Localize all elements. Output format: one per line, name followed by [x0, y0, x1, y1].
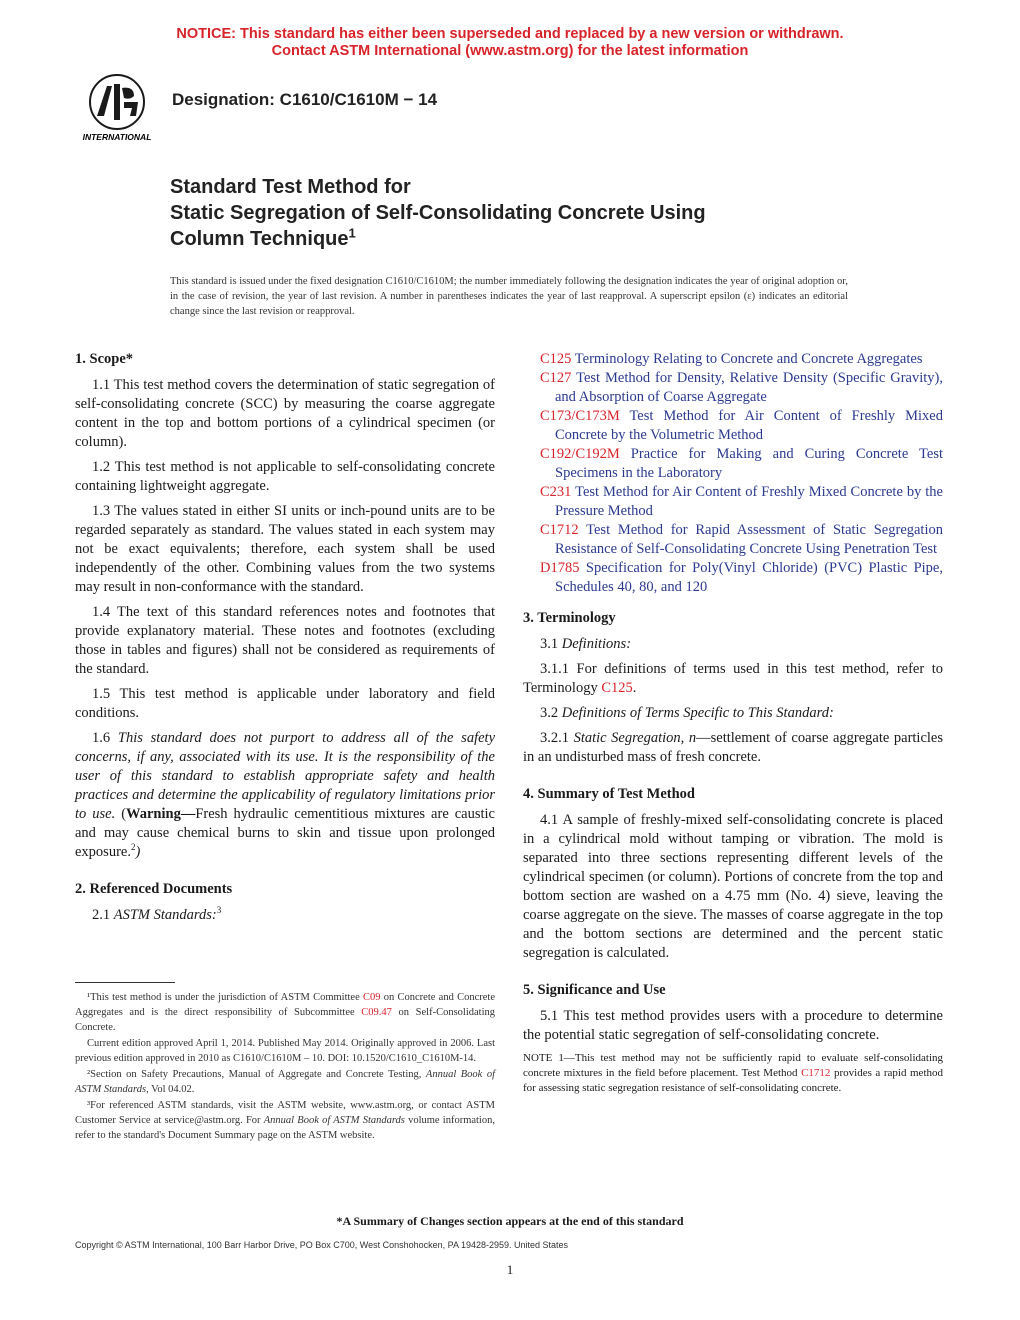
paragraph-1-4: 1.4 The text of this standard references notes and footnotes that provide explanatory material. These notes and footnotes (excluding those in tables and figures) shall not be considered as requirements of the standard. [75, 604, 495, 677]
paragraph-3-2: 3.2 Definitions of Terms Specific to This Standard: [540, 705, 834, 721]
paragraph-1-5: 1.5 This test method is applicable under laboratory and field conditions. [75, 686, 495, 721]
section-heading-summary: 4. Summary of Test Method [523, 786, 695, 802]
section-heading-significance: 5. Significance and Use [523, 982, 666, 998]
reference-code-link[interactable]: C125 [540, 351, 572, 367]
paragraph-1-1: 1.1 This test method covers the determination of static segregation of self-consolidating concrete (SCC) by measuring the coarse aggregate content in the top and bottom portions of a cylindrical specimen (or column). [75, 377, 495, 450]
footnote-3: ³For referenced ASTM standards, visit the ASTM website, www.astm.org, or contact ASTM Customer Service at service@astm.org. For Annual Book of ASTM Standards volume information, refer to the standard's Document Summary page on the ASTM website. [75, 1100, 495, 1141]
summary-of-changes-note: *A Summary of Changes section appears at the end of this standard [336, 1214, 684, 1228]
footnote-divider [75, 982, 175, 983]
notice-banner [0, 26, 1020, 60]
right-column [523, 350, 943, 1096]
notice-line-2: Contact ASTM International (www.astm.org) for the latest information [271, 43, 749, 59]
link-c09-47[interactable]: C09.47 [361, 1007, 392, 1018]
page-number: 1 [506, 1262, 514, 1277]
astm-logo [72, 72, 162, 144]
issue-note: This standard is issued under the fixed designation C1610/C1610M; the number immediately following the designation indicates the year of original adoption or, in the case of revision, the year of last revision. A number in parentheses indicates the year of last reapproval. A superscript epsilon (ε) indicates an editorial change since the last revision or reapproval. [170, 276, 848, 317]
title-line-1: Standard Test Method for [170, 176, 411, 198]
reference-title-link[interactable]: Terminology Relating to Concrete and Concrete Aggregates [571, 351, 923, 367]
reference-code-link[interactable]: C192/C192M [540, 446, 620, 462]
astm-logo-icon [72, 72, 162, 144]
section-heading-scope: 1. Scope* [75, 351, 133, 367]
title-footnote-mark: 1 [348, 225, 356, 241]
paragraph-1-6: 1.6 This standard does not purport to address all of the safety concerns, if any, associated with its use. It is the responsibility of the user of this standard to establish appropriate safety and health practices and determine the applicability of regulatory limitations prior to use. (Warning—Fresh hydraulic cementitious mixtures are caustic and may cause chemical burns to skin and tissue upon prolonged exposure.$^2$) [75, 730, 496, 860]
note-1: NOTE 1—This test method may not be sufficiently rapid to evaluate self-consolidating concrete mixtures in the field before placement. Test Method C1712 provides a rapid method for assessing static segregation resistance of self-consolidating concrete. [523, 1052, 944, 1094]
reference-title-link[interactable]: Test Method for Rapid Assessment of Static Segregation Resistance of Self-Consolidating Concrete Using Penetration Test [555, 522, 943, 557]
notice-line-1: NOTICE: This standard has either been superseded and replaced by a new version or withdrawn. [176, 26, 844, 42]
document-title [170, 174, 870, 252]
reference-code-link[interactable]: C231 [540, 484, 572, 500]
paragraph-1-2: 1.2 This test method is not applicable to self-consolidating concrete containing lightweight aggregate. [75, 459, 495, 494]
reference-title-link[interactable]: Test Method for Air Content of Freshly Mixed Concrete by the Pressure Method [555, 484, 943, 519]
designation: Designation: C1610/C1610M − 14 [172, 90, 438, 109]
link-c125[interactable]: C125 [601, 680, 633, 696]
footnote-2: ²Section on Safety Precautions, Manual of Aggregate and Concrete Testing, Annual Book of ASTM Standards, Vol 04.02. [75, 1069, 495, 1095]
reference-title-link[interactable]: Practice for Making and Curing Concrete Test Specimens in the Laboratory [555, 446, 943, 481]
reference-item [540, 559, 943, 597]
reference-item [540, 350, 943, 369]
reference-code-link[interactable]: C127 [540, 370, 572, 386]
reference-title-link[interactable]: Test Method for Density, Relative Density (Specific Gravity), and Absorption of Coarse Aggregate [555, 370, 943, 405]
paragraph-3-1: 3.1 Definitions: [540, 636, 632, 652]
paragraph-3-2-1: 3.2.1 Static Segregation, n—settlement of coarse aggregate particles in an undisturbed mass of fresh concrete. [523, 730, 943, 765]
reference-code-link[interactable]: D1785 [540, 560, 580, 576]
reference-item [540, 407, 943, 445]
title-line-3: Column Technique$^1$ [170, 225, 356, 250]
link-c1712-note[interactable]: C1712 [801, 1067, 831, 1079]
paragraph-3-1-1: 3.1.1 For definitions of terms used in this test method, refer to Terminology C125. [523, 661, 943, 696]
reference-title-link[interactable]: Test Method for Air Content of Freshly Mixed Concrete by the Volumetric Method [555, 408, 943, 443]
section-heading-terminology: 3. Terminology [523, 610, 616, 626]
reference-code-link[interactable]: C173/C173M [540, 408, 620, 424]
reference-item [540, 521, 943, 559]
section-heading-referenced-documents: 2. Referenced Documents [75, 881, 233, 897]
reference-item [540, 483, 943, 521]
link-c09[interactable]: C09 [363, 992, 381, 1003]
paragraph-1-3: 1.3 The values stated in either SI units or inch-pound units are to be regarded separately as standard. The values stated in each system may not be exact equivalents; therefore, each system shall be used independently of the other. Combining values from the two systems may result in non-conformance with the standard. [75, 503, 495, 595]
title-line-2: Static Segregation of Self-Consolidating Concrete Using [170, 202, 706, 224]
copyright: Copyright © ASTM International, 100 Barr Harbor Drive, PO Box C700, West Conshohocken, PA 19428-2959. United States [75, 1240, 569, 1250]
referenced-standards-list [523, 350, 943, 597]
footnote-1: ¹This test method is under the jurisdiction of ASTM Committee C09 on Concrete and Concrete Aggregates and is the direct responsibility of Subcommittee C09.47 on Self-Consolidating Concrete. [75, 992, 495, 1033]
reference-item [540, 445, 943, 483]
reference-item [540, 369, 943, 407]
svg-text:INTERNATIONAL: INTERNATIONAL [82, 132, 152, 142]
paragraph-5-1: 5.1 This test method provides users with a procedure to determine the potential static segregation of self-consolidating concrete. [523, 1008, 943, 1043]
reference-title-link[interactable]: Specification for Poly(Vinyl Chloride) (PVC) Plastic Pipe, Schedules 40, 80, and 120 [555, 560, 943, 595]
reference-code-link[interactable]: C1712 [540, 522, 579, 538]
paragraph-4-1: 4.1 A sample of freshly-mixed self-consolidating concrete is placed in a cylindrical mold without tamping or vibration. The mold is separated into three sections representing different levels of the cylindrical specimen (or column). Portions of concrete from the top and bottom section are washed on a 4.75 mm (No. 4) sieve, leaving the coarse aggregate on the sieve. The masses of coarse aggregate in the top and the bottom sections are determined and the percent static segregation is calculated. [523, 812, 943, 961]
paragraph-2-1: 2.1 ASTM Standards:$^3$ [92, 905, 222, 923]
left-column [75, 350, 495, 931]
footnote-1-edition: Current edition approved April 1, 2014. Published May 2014. Originally approved in 2006. Last previous edition approved in 2010 as C1610/C1610M – 10. DOI: 10.1520/C1610_C1610M-14. [75, 1038, 495, 1064]
footnotes [75, 990, 495, 1144]
